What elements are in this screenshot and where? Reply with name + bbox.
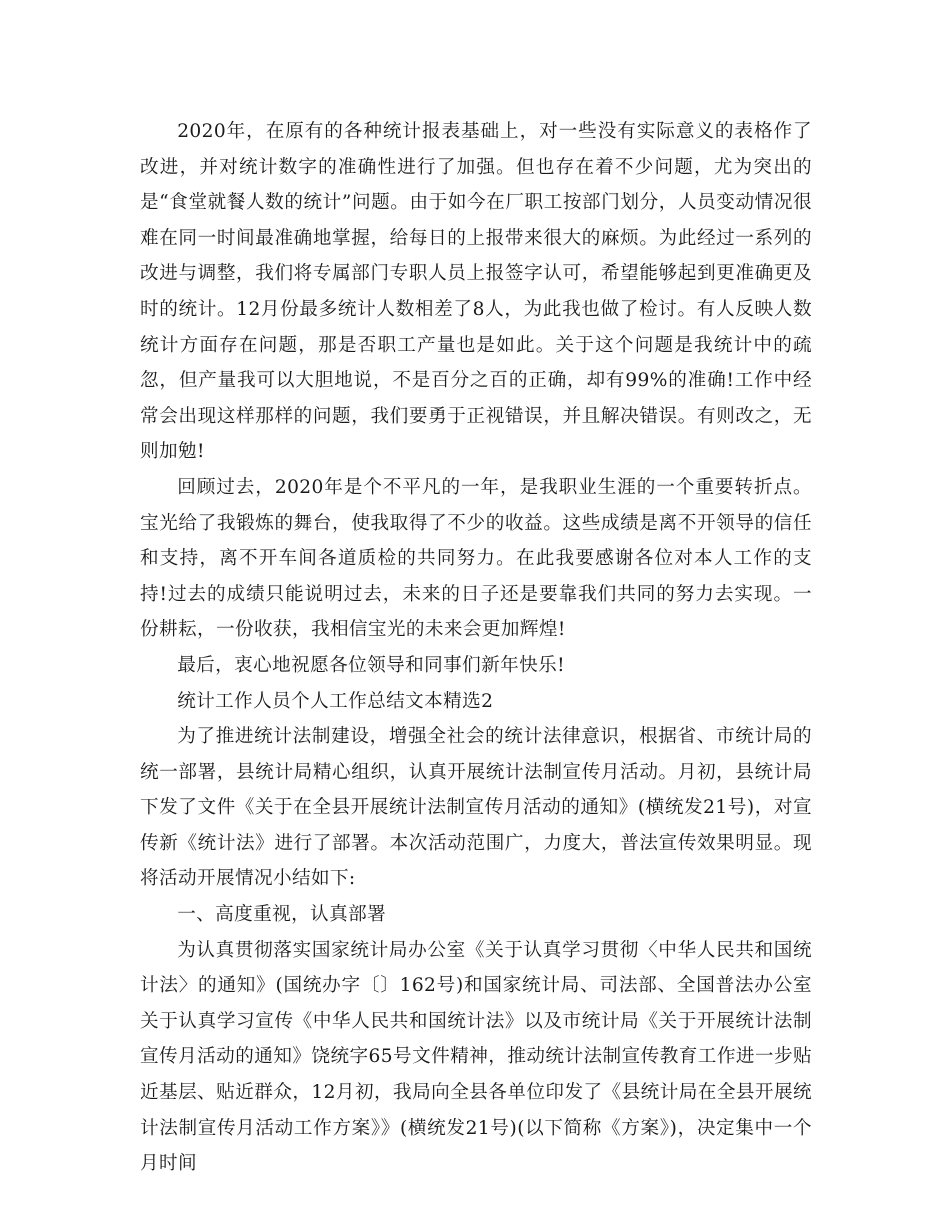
heading-high-priority: 一、高度重视，认真部署 — [177, 904, 387, 926]
paragraph-legal-publicity-intro: 为了推进统计法制建设，增强全社会的统计法律意识，根据省、市统计局的统一部署，县统计局精心组织，认真开展统计法制宣传月活动。月初，县统计局下发了文件《关于在全县开展统计法制宣传月活动的通知》(横统发21号)，对宣传新《统计法》进行了部署。本次活动范围广，力度大，普法宣传效果明显。现将活动开展情况小结如下: — [140, 726, 812, 890]
paragraph-review-2020: 回顾过去，2020年是个不平凡的一年，是我职业生涯的一个重要转折点。宝光给了我锻炼的舞台，使我取得了不少的收益。这些成绩是离不开领导的信任和支持，离不开车间各道质检的共同努力。在此我要感谢各位对本人工作的支持!过去的成绩只能说明过去，未来的日子还是要靠我们共同的努力去实现。一份耕耘，一份收获，我相信宝光的未来会更加辉煌! — [140, 476, 812, 641]
section-title-summary-2: 统计工作人员个人工作总结文本精选2 — [177, 690, 494, 712]
paragraph-new-year-wishes: 最后，衷心地祝愿各位领导和同事们新年快乐! — [177, 654, 565, 676]
paragraph-implementation: 为认真贯彻落实国家统计局办公室《关于认真学习贯彻〈中华人民共和国统计法〉的通知》(国统办字〔〕162号)和国家统计局、司法部、全国普法办公室关于认真学习宣传《中华人民共和国统计法》以及市统计局《关于开展统计法制宣传月活动的通知》饶统字65号文件精神，推动统计法制宣传教育工作进一步贴近基层、贴近群众，12月初，我局向全县各单位印发了《县统计局在全县开展统计法制宣传月活动工作方案》》(横统发21号)(以下简称《方案》)，决定集中一个月时间 — [140, 939, 812, 1175]
document-body — [140, 114, 812, 1182]
paragraph-statistics-improvement: 2020年，在原有的各种统计报表基础上，对一些没有实际意义的表格作了改进，并对统计数字的准确性进行了加强。但也存在着不少问题，尤为突出的是“食堂就餐人数的统计”问题。由于如今在厂职工按部门划分，人员变动情况很难在同一时间最准确地掌握，给每日的上报带来很大的麻烦。为此经过一系列的改进与调整，我们将专属部门专职人员上报签字认可，希望能够起到更准确更及时的统计。12月份最多统计人数相差了8人，为此我也做了检讨。有人反映人数统计方面存在问题，那是否职工产量也是如此。关于这个问题是我统计中的疏忽，但产量我可以大胆地说，不是百分之百的正确，却有99%的准确!工作中经常会出现这样那样的问题，我们要勇于正视错误，并且解决错误。有则改之，无则加勉! — [140, 121, 812, 463]
